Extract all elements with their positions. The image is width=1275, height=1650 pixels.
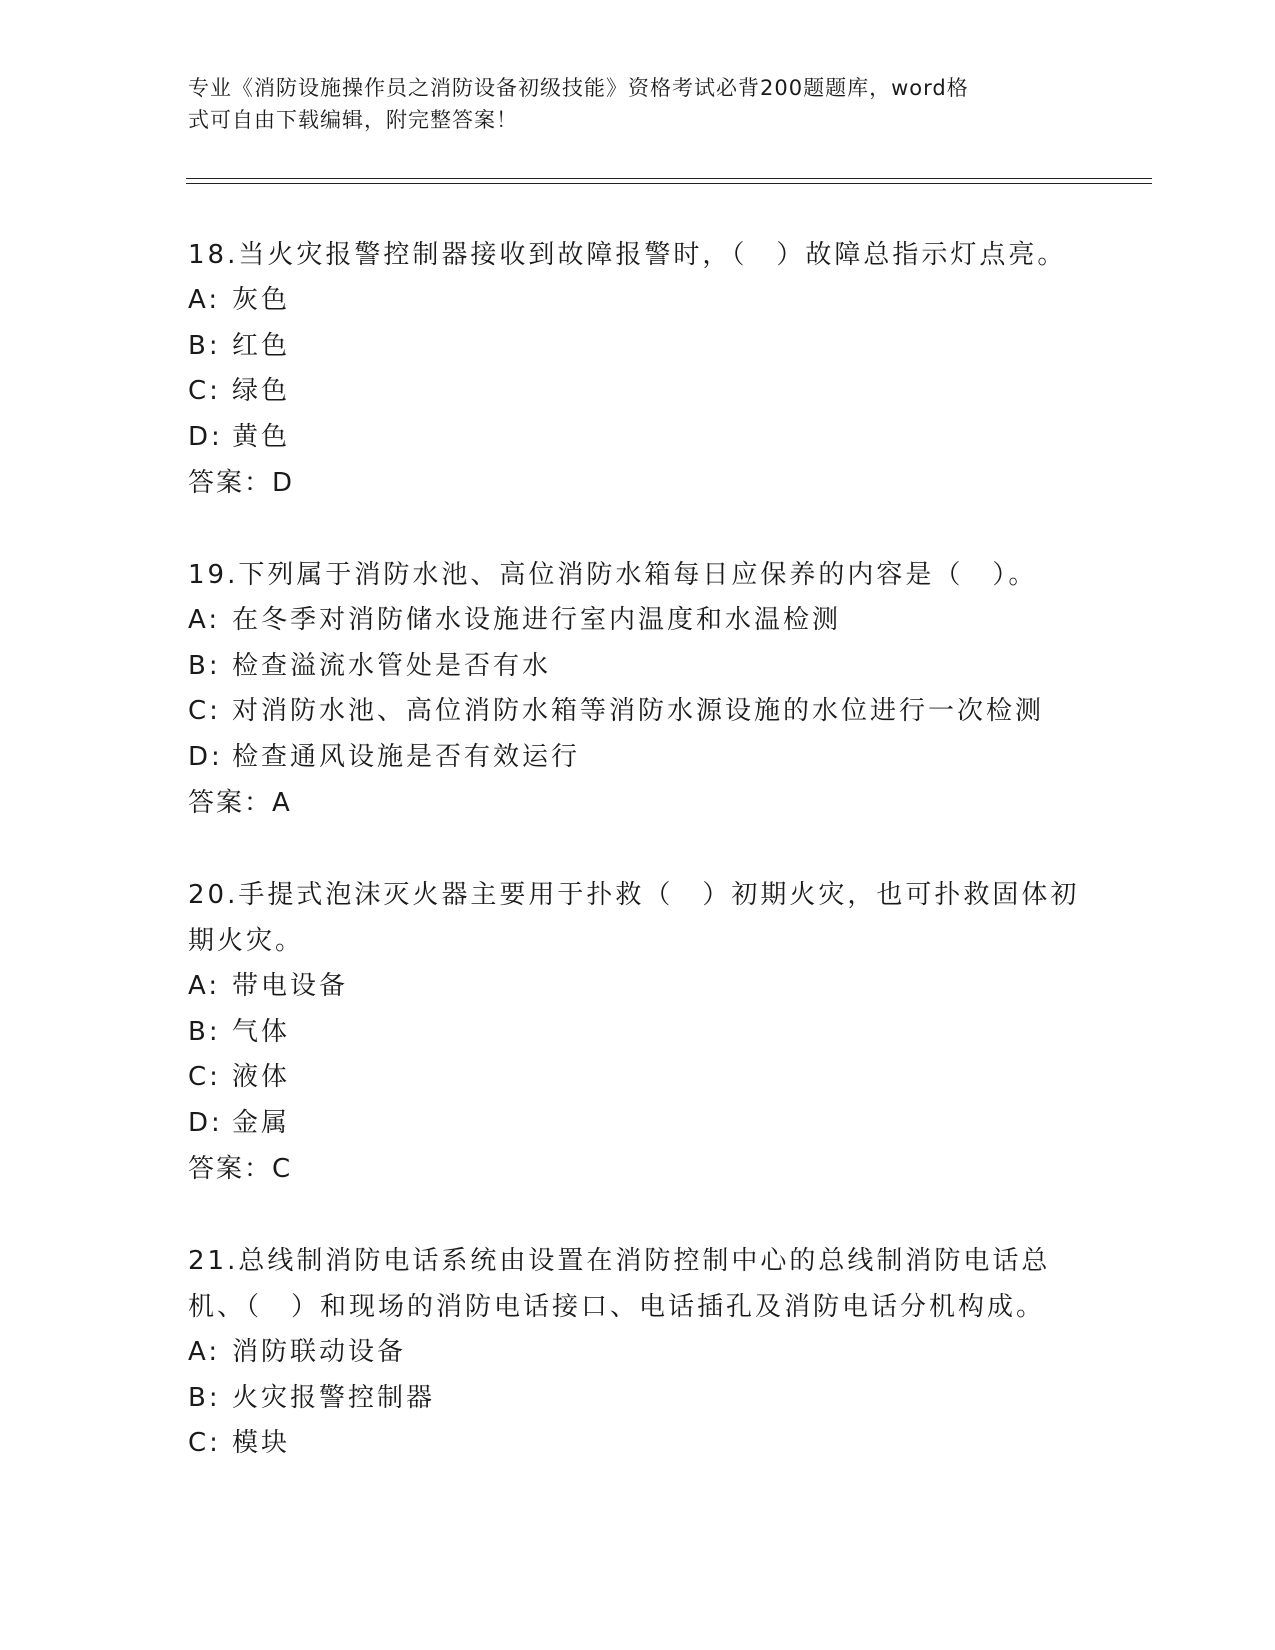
option-letter: B: [188,330,221,361]
answer-line [188,1146,1088,1192]
option-letter: A: [188,605,221,635]
option-text: 气体 [232,1016,291,1047]
option-text: 红色 [232,330,291,361]
answer-line [188,780,1088,826]
option-text: 绿色 [232,376,291,406]
option-text: 液体 [232,1062,291,1092]
option-letter: A: [188,285,221,315]
option-text: 在冬季对消防储水设施进行室内温度和水温检测 [232,605,842,635]
question-18 [188,232,1088,506]
answer-label: 答案： [188,1154,273,1184]
option-c [188,1055,1088,1101]
option-letter: B: [188,1016,221,1047]
answer-label: 答案： [188,468,273,498]
option-b [188,644,1088,690]
question-stem: 18.当火灾报警控制器接收到故障报警时，（ ）故障总指示灯点亮。 [188,240,1067,270]
option-letter: D: [188,421,223,452]
option-letter: D: [188,741,223,772]
option-letter: B: [188,650,221,681]
option-letter: C: [188,376,221,406]
option-text: 模块 [232,1428,291,1458]
document-header [188,72,1068,136]
header-divider-top [186,178,1152,179]
option-letter: D: [188,1107,223,1138]
option-b [188,1010,1088,1056]
option-letter: C: [188,1428,221,1458]
option-a [188,964,1088,1010]
option-letter: A: [188,1337,221,1367]
answer-value: D [272,468,295,498]
question-stem: 19.下列属于消防水池、高位消防水箱每日应保养的内容是（ ）。 [188,560,1038,590]
option-c [188,689,1088,735]
answer-value: C [272,1154,293,1184]
option-letter: A: [188,971,221,1001]
question-20 [188,872,1088,1192]
option-d [188,1101,1088,1147]
question-list [188,232,1088,1513]
option-c [188,1421,1088,1467]
header-divider-bottom [186,183,1152,184]
option-text: 消防联动设备 [232,1337,407,1367]
answer-value: A [272,788,292,818]
option-b [188,1376,1088,1422]
option-text: 对消防水池、高位消防水箱等消防水源设施的水位进行一次检测 [232,696,1045,726]
option-text: 灰色 [232,285,291,315]
option-b [188,324,1088,370]
option-d [188,735,1088,781]
answer-line [188,460,1088,506]
question-stem: 21.总线制消防电话系统由设置在消防控制中心的总线制消防电话总机、（ ）和现场的消防电话接口、电话插孔及消防电话分机构成。 [188,1246,1051,1322]
option-letter: B: [188,1382,221,1413]
option-a [188,598,1088,644]
option-letter: C: [188,696,221,726]
option-a [188,1330,1088,1376]
option-d [188,415,1088,461]
option-text: 带电设备 [232,971,349,1001]
question-21 [188,1238,1088,1467]
header-line-1: 专业《消防设施操作员之消防设备初级技能》资格考试必背200题题库，word格 [188,76,969,100]
option-a [188,278,1088,324]
option-letter: C: [188,1062,221,1092]
answer-label: 答案： [188,788,273,818]
option-text: 黄色 [232,421,291,452]
option-text: 检查通风设施是否有效运行 [232,741,581,772]
option-text: 金属 [232,1107,291,1138]
option-c [188,369,1088,415]
question-stem: 20.手提式泡沫灭火器主要用于扑救（ ）初期火灾，也可扑救固体初期火灾。 [188,880,1080,956]
question-19 [188,552,1088,826]
option-text: 火灾报警控制器 [232,1382,436,1413]
option-text: 检查溢流水管处是否有水 [232,650,552,681]
header-line-2: 式可自由下载编辑，附完整答案！ [188,108,518,132]
